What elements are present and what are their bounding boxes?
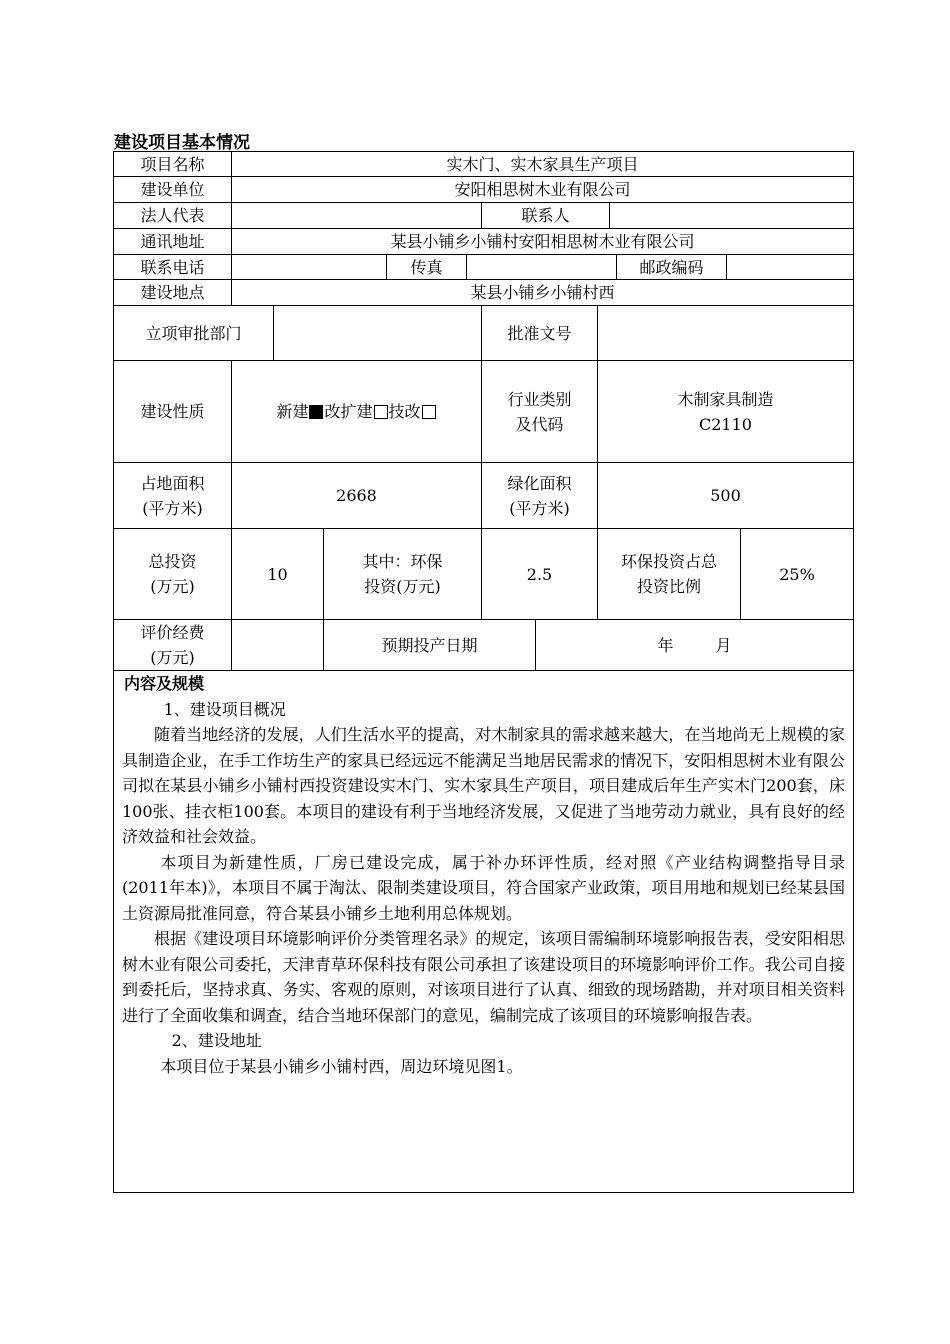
- checkbox-filled-icon: [309, 405, 323, 419]
- env-invest-value: 2.5: [482, 529, 598, 620]
- phone-value: [232, 255, 387, 280]
- area-value: 2668: [232, 463, 482, 529]
- eval-fee-value: [232, 620, 324, 671]
- project-info-table: [113, 151, 854, 1193]
- phone-label: 联系电话: [114, 255, 232, 280]
- invest-label: [114, 529, 232, 620]
- checkbox-empty-icon: [374, 405, 388, 419]
- nature-options: [232, 361, 482, 463]
- green-value: 500: [598, 463, 853, 529]
- section-1-title: 1、建设项目概况: [163, 699, 286, 719]
- site-value: 某县小铺乡小铺村西: [232, 280, 853, 306]
- industry-value: [598, 361, 853, 463]
- legal-rep-label: 法人代表: [114, 203, 232, 229]
- site-label: 建设地点: [114, 280, 232, 306]
- approval-dept-value: [274, 306, 482, 361]
- industry-label-line1: 行业类别: [507, 389, 572, 409]
- industry-label-line2: 及代码: [515, 414, 564, 434]
- paragraph-4: 本项目位于某县小铺乡小铺村西，周边环境见图1。: [160, 1056, 523, 1076]
- postcode-label: 邮政编码: [617, 255, 727, 280]
- env-invest-label-line2: 投资(万元): [364, 577, 441, 596]
- checkbox-empty-icon: [422, 405, 436, 419]
- start-date-value: [536, 620, 853, 671]
- start-year: 年: [657, 635, 674, 655]
- env-ratio-label: [598, 529, 741, 620]
- postcode-value: [727, 255, 853, 280]
- content-section: [114, 671, 853, 1191]
- approval-dept-label: 立项审批部门: [114, 306, 274, 361]
- industry-code: C2110: [699, 414, 752, 434]
- eval-fee-label-line1: 评价经费: [140, 623, 205, 642]
- contact-label: 联系人: [482, 203, 610, 229]
- env-invest-label-line1: 其中：环保: [362, 552, 443, 571]
- invest-label-line2: (万元): [150, 577, 195, 596]
- fax-value: [467, 255, 617, 280]
- green-label-line2: (平方米): [509, 498, 570, 518]
- paragraph-1: 随着当地经济的发展，人们生活水平的提高，对木制家具的需求越来越大，在当地尚无上规模的家具制造企业，在手工作坊生产的家具已经远远不能满足当地居民需求的情况下，安阳相思树木业有限公司拟在某县小铺乡小铺村西投资建设实木门、实木家具生产项目，项目建成后年生产实木门200套，床100张、挂衣柜100套。本项目的建设有利于当地经济发展，又促进了当地劳动力就业，具有良好的经济效益和社会效益。: [122, 725, 845, 846]
- builder-label: 建设单位: [114, 177, 232, 203]
- approval-no-label: 批准文号: [482, 306, 598, 361]
- env-invest-label: [324, 529, 482, 620]
- section-2-title: 2、建设地址: [171, 1031, 262, 1050]
- green-label: [482, 463, 598, 529]
- industry-label: [482, 361, 598, 463]
- eval-fee-label-line2: (万元): [150, 648, 195, 667]
- fax-label: 传真: [387, 255, 467, 280]
- nature-tech-label: 技改: [388, 402, 421, 421]
- env-ratio-label-line1: 环保投资占总: [620, 552, 717, 571]
- area-label-line2: (平方米): [142, 498, 203, 518]
- address-value: 某县小铺乡小铺村安阳相思树木业有限公司: [232, 229, 853, 255]
- invest-value: 10: [232, 529, 324, 620]
- nature-new-label: 新建: [276, 402, 309, 421]
- start-month: 月: [715, 635, 732, 655]
- project-name-label: 项目名称: [114, 152, 232, 177]
- paragraph-2: 本项目为新建性质，厂房已建设完成，属于补办环评性质，经对照《产业结构调整指导目录(2011年本)》，本项目不属于淘汰、限制类建设项目，符合国家产业政策，项目用地和规划已经某县国土资源局批准同意，符合某县小铺乡土地利用总体规划。: [122, 852, 845, 923]
- nature-label: 建设性质: [114, 361, 232, 463]
- page-title: 建设项目基本情况: [114, 133, 250, 153]
- content-heading: 内容及规模: [124, 674, 205, 693]
- paragraph-3: 根据《建设项目环境影响评价分类管理名录》的规定，该项目需编制环境影响报告表，受安阳相思树木业有限公司委托，天津青草环保科技有限公司承担了该建设项目的环境影响评价工作。我公司自接到委托后，坚持求真、务实、客观的原则，对该项目进行了认真、细致的现场踏勘，并对项目相关资料进行了全面收集和调查，结合当地环保部门的意见，编制完成了该项目的环境影响报告表。: [122, 929, 845, 1025]
- invest-label-line1: 总投资: [148, 552, 197, 571]
- contact-value: [610, 203, 853, 229]
- env-ratio-value: 25%: [741, 529, 853, 620]
- green-label-line1: 绿化面积: [507, 473, 572, 493]
- builder-value: 安阳相思树木业有限公司: [232, 177, 853, 203]
- area-label: [114, 463, 232, 529]
- industry-value-line1: 木制家具制造: [677, 389, 774, 409]
- env-ratio-label-line2: 投资比例: [636, 577, 701, 596]
- project-name-value: 实木门、实木家具生产项目: [232, 152, 853, 177]
- legal-rep-value: [232, 203, 482, 229]
- area-label-line1: 占地面积: [140, 473, 205, 493]
- nature-expand-label: 改扩建: [324, 402, 373, 421]
- eval-fee-label: [114, 620, 232, 671]
- start-date-label: 预期投产日期: [324, 620, 536, 671]
- address-label: 通讯地址: [114, 229, 232, 255]
- approval-no-value: [598, 306, 853, 361]
